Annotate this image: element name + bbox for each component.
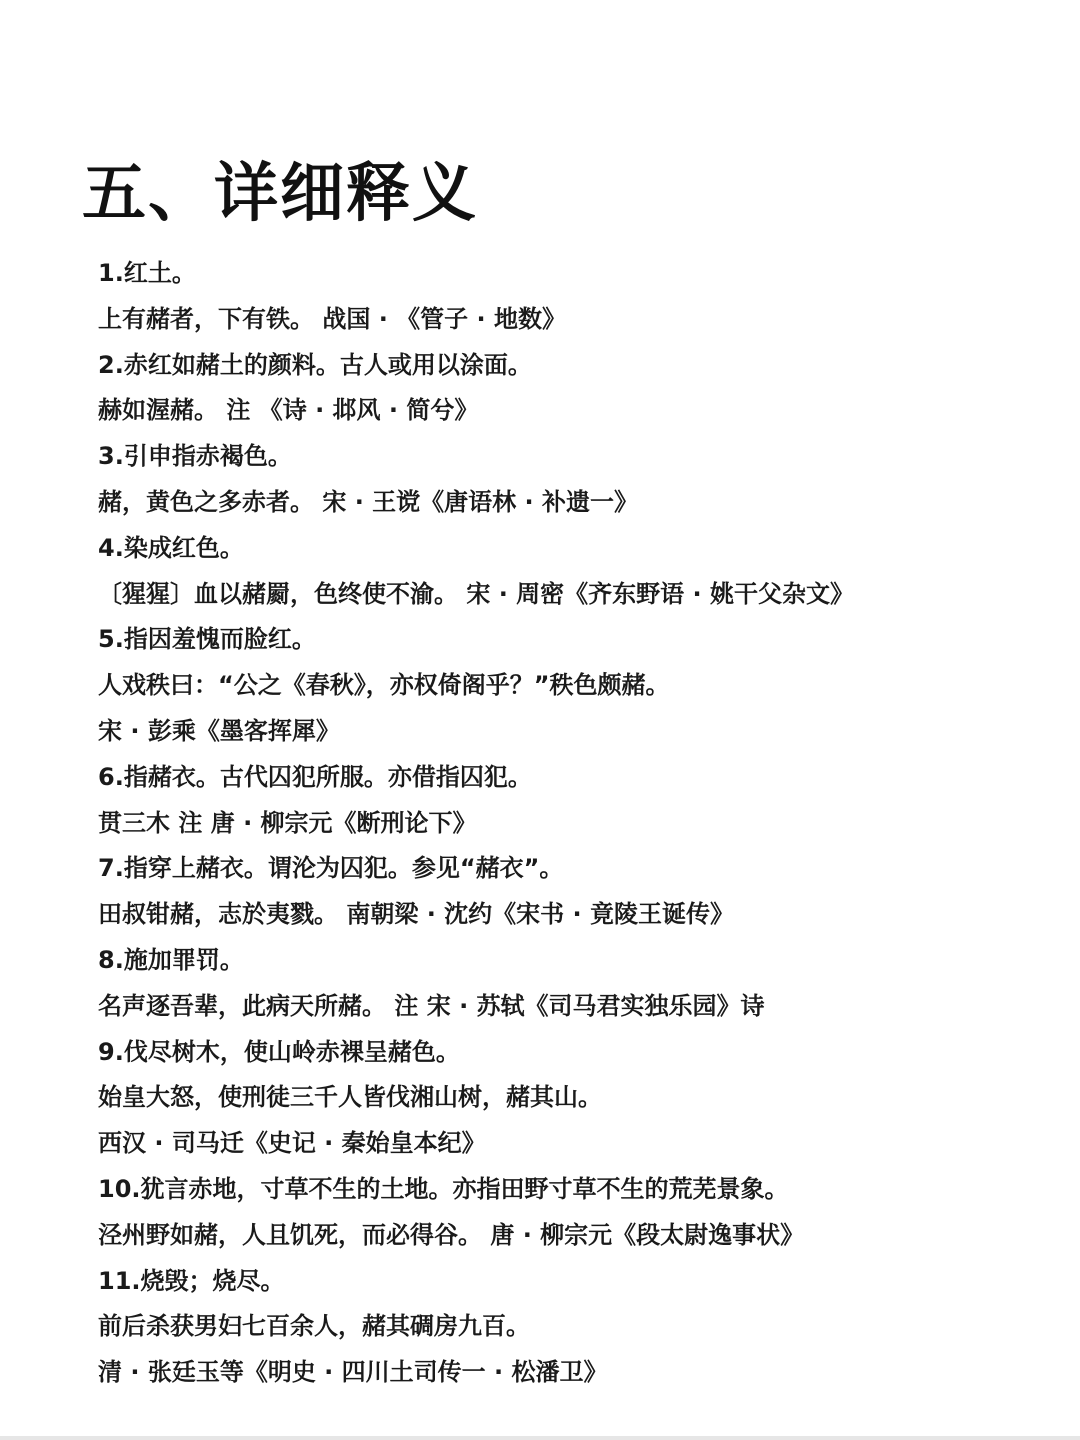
citation-line: 上有赭者，下有铁。 战国 · 《管子 · 地数》 [98,304,567,333]
definition-line: 8.施加罪罚。 [98,945,244,974]
citation-line: 〔猩猩〕血以赭罽，色终使不渝。 宋 · 周密《齐东野语 · 姚干父杂文》 [98,579,855,608]
citation-line: 泾州野如赭，人且饥死，而必得谷。 唐 · 柳宗元《段太尉逸事状》 [98,1220,805,1249]
definition-list [98,251,1058,1396]
definition-line: 10.犹言赤地，寸草不生的土地。亦指田野寸草不生的荒芜景象。 [98,1174,789,1203]
citation-line: 赭，黄色之多赤者。 宋 · 王谠《唐语林 · 补遗一》 [98,487,639,516]
bottom-divider [0,1436,1080,1440]
definition-line: 2.赤红如赭土的颜料。古人或用以涂面。 [98,350,532,379]
citation-source-line: 清 · 张廷玉等《明史 · 四川土司传一 · 松潘卫》 [98,1358,608,1387]
definition-line: 1.红土。 [98,259,196,287]
definition-line: 6.指赭衣。古代囚犯所服。亦借指囚犯。 [98,762,532,791]
definition-line: 3.引申指赤褐色。 [98,442,292,471]
definition-line: 11.烧毁；烧尽。 [98,1266,285,1295]
citation-line: 人戏秩曰：“公之《春秋》，亦权倚阁乎？”秩色颇赭。 [98,671,670,700]
page-title: 五、详细释义 [82,157,478,231]
citation-source-line: 西汉 · 司马迁《史记 · 秦始皇本纪》 [98,1129,486,1158]
definition-line: 4.染成红色。 [98,533,244,562]
citation-line: 赫如渥赭。 注 《诗 · 邶风 · 简兮》 [98,396,479,425]
citation-line: 田叔钳赭，志於夷戮。 南朝梁 · 沈约《宋书 · 竟陵王诞传》 [98,900,735,929]
definition-line: 7.指穿上赭衣。谓沦为囚犯。参见“赭衣”。 [98,854,564,883]
citation-line: 贯三木 注 唐 · 柳宗元《断刑论下》 [98,808,477,837]
citation-line: 名声逐吾辈，此病天所赭。 注 宋 · 苏轼《司马君实独乐园》诗 [98,991,765,1020]
citation-source-line: 宋 · 彭乘《墨客挥犀》 [98,716,340,745]
definition-line: 5.指因羞愧而脸红。 [98,625,316,654]
definition-line: 9.伐尽树木，使山岭赤裸呈赭色。 [98,1037,460,1066]
citation-line: 始皇大怒，使刑徒三千人皆伐湘山树，赭其山。 [98,1083,602,1112]
citation-line: 前后杀获男妇七百余人，赭其碉房九百。 [98,1312,530,1341]
